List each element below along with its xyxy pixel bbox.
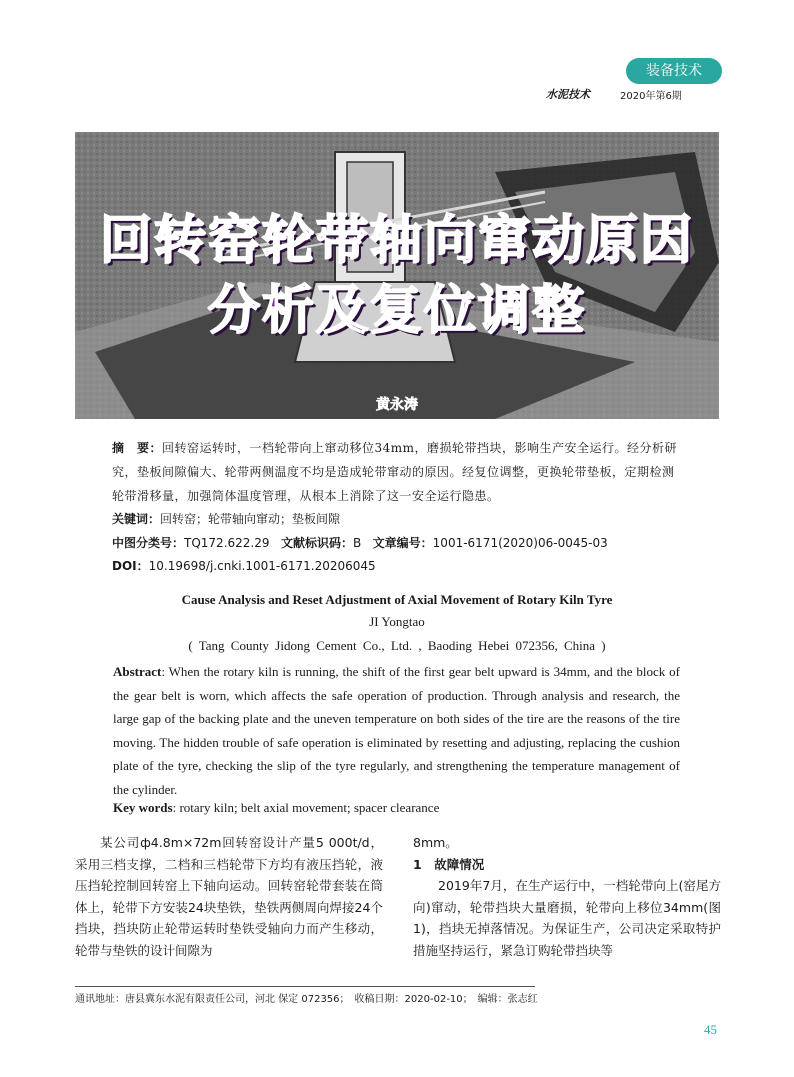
chinese-keywords — [112, 510, 340, 527]
doi-value: 10.19698/j.cnki.1001-6171.20206045 — [148, 559, 376, 573]
section-badge: 装备技术 — [626, 58, 722, 84]
english-title: Cause Analysis and Reset Adjustment of Axial Movement of Rotary Kiln Tyre — [181, 592, 613, 607]
english-abstract — [113, 660, 680, 801]
journal-name: 水泥技术 — [546, 88, 590, 101]
body-paragraph-continued: 8mm。 — [413, 835, 458, 850]
doc-code-label: 文献标识码： — [280, 536, 353, 550]
section-heading: 1 故障情况 — [413, 856, 485, 872]
english-keywords-label: Key words — [113, 800, 173, 815]
clc-label: 中图分类号： — [112, 536, 185, 550]
classification-line — [112, 534, 608, 551]
doi-label: DOI： — [112, 559, 149, 573]
body-paragraph: 某公司ф4.8m×72m回转窑设计产量5 000t/d，采用三档支撑，二档和三档轮带下方均有液压挡轮，液压挡轮控制回转窑上下轴向运动。回转窑轮带套装在筒体上，轮带下方安装24块垫铁，垫铁两侧周向焊接24个挡块，挡块防止轮带运转时垫铁受轴向力而产生移动，轮带与垫铁的设计间隙为 — [75, 835, 383, 958]
abstract-text: 回转窑运转时，一档轮带向上窜动移位34mm，磨损轮带挡块，影响生产安全运行。经分析研究，垫板间隙偏大、轮带两侧温度不均是造成轮带窜动的原因。经复位调整，更换轮带垫板，定期检测轮带滑移量，加强筒体温度管理，从根本上消除了这一安全运行隐患。 — [112, 441, 678, 503]
english-abstract-label: Abstract — [113, 664, 162, 679]
body-column-right — [413, 832, 721, 961]
chinese-abstract — [112, 436, 682, 508]
keywords-text: 回转窑；轮带轴向窜动；垫板间隙 — [160, 512, 341, 526]
doi-line — [112, 557, 376, 574]
body-paragraph: 2019年7月，在生产运行中，一档轮带向上(窑尾方向)窜动，轮带挡块大量磨损，轮带向上移位34mm(图1)，挡块无掉落情况。为保证生产，公司决定采取特护措施坚持运行，紧急订购轮带挡块等 — [413, 878, 721, 958]
doc-code-value: B — [352, 536, 362, 550]
keywords-label: 关键词： — [112, 512, 161, 526]
article-number-label: 文章编号： — [372, 536, 433, 550]
body-column-left — [75, 832, 383, 961]
english-author: JI Yongtao — [369, 614, 425, 629]
author-name: 黄永涛 — [376, 397, 418, 413]
page-number: 45 — [704, 1022, 717, 1037]
clc-value: TQ172.622.29 — [184, 536, 270, 550]
footnote-divider — [75, 986, 535, 987]
title-line-2: 分析及复位调整 — [207, 281, 586, 341]
english-abstract-text: : When the rotary kiln is running, the shift of the first gear belt upward is 34mm, and the block of the gear belt is worn, which affects the safe operation of production. Through analysis and research, the large gap of the backing plate and the uneven temperature on both sides of the tire are the reasons of the tire moving. The hidden trouble of safe operation is eliminated by resetting and adjusting, replacing the cushion plate of the tyre, checking the slip of the tyre regularly, and strengthening the temperature management of the cylinder. — [113, 664, 680, 797]
english-keywords — [113, 800, 439, 816]
article-number-value: 1001-6171(2020)06-0045-03 — [432, 536, 608, 550]
english-keywords-text: : rotary kiln; belt axial movement; spacer clearance — [172, 800, 440, 815]
footnote: 通讯地址：唐县冀东水泥有限责任公司，河北 保定 072356； 收稿日期：2020-02-10； 编辑：张志红 — [75, 994, 538, 1005]
abstract-label: 摘 要： — [112, 441, 163, 455]
issue-label: 2020年第6期 — [620, 91, 682, 102]
english-affiliation: ( Tang County Jidong Cement Co., Ltd. , Baoding Hebei 072356, China ) — [188, 638, 606, 653]
title-line-1: 回转窑轮带轴向窜动原因 — [99, 211, 694, 271]
